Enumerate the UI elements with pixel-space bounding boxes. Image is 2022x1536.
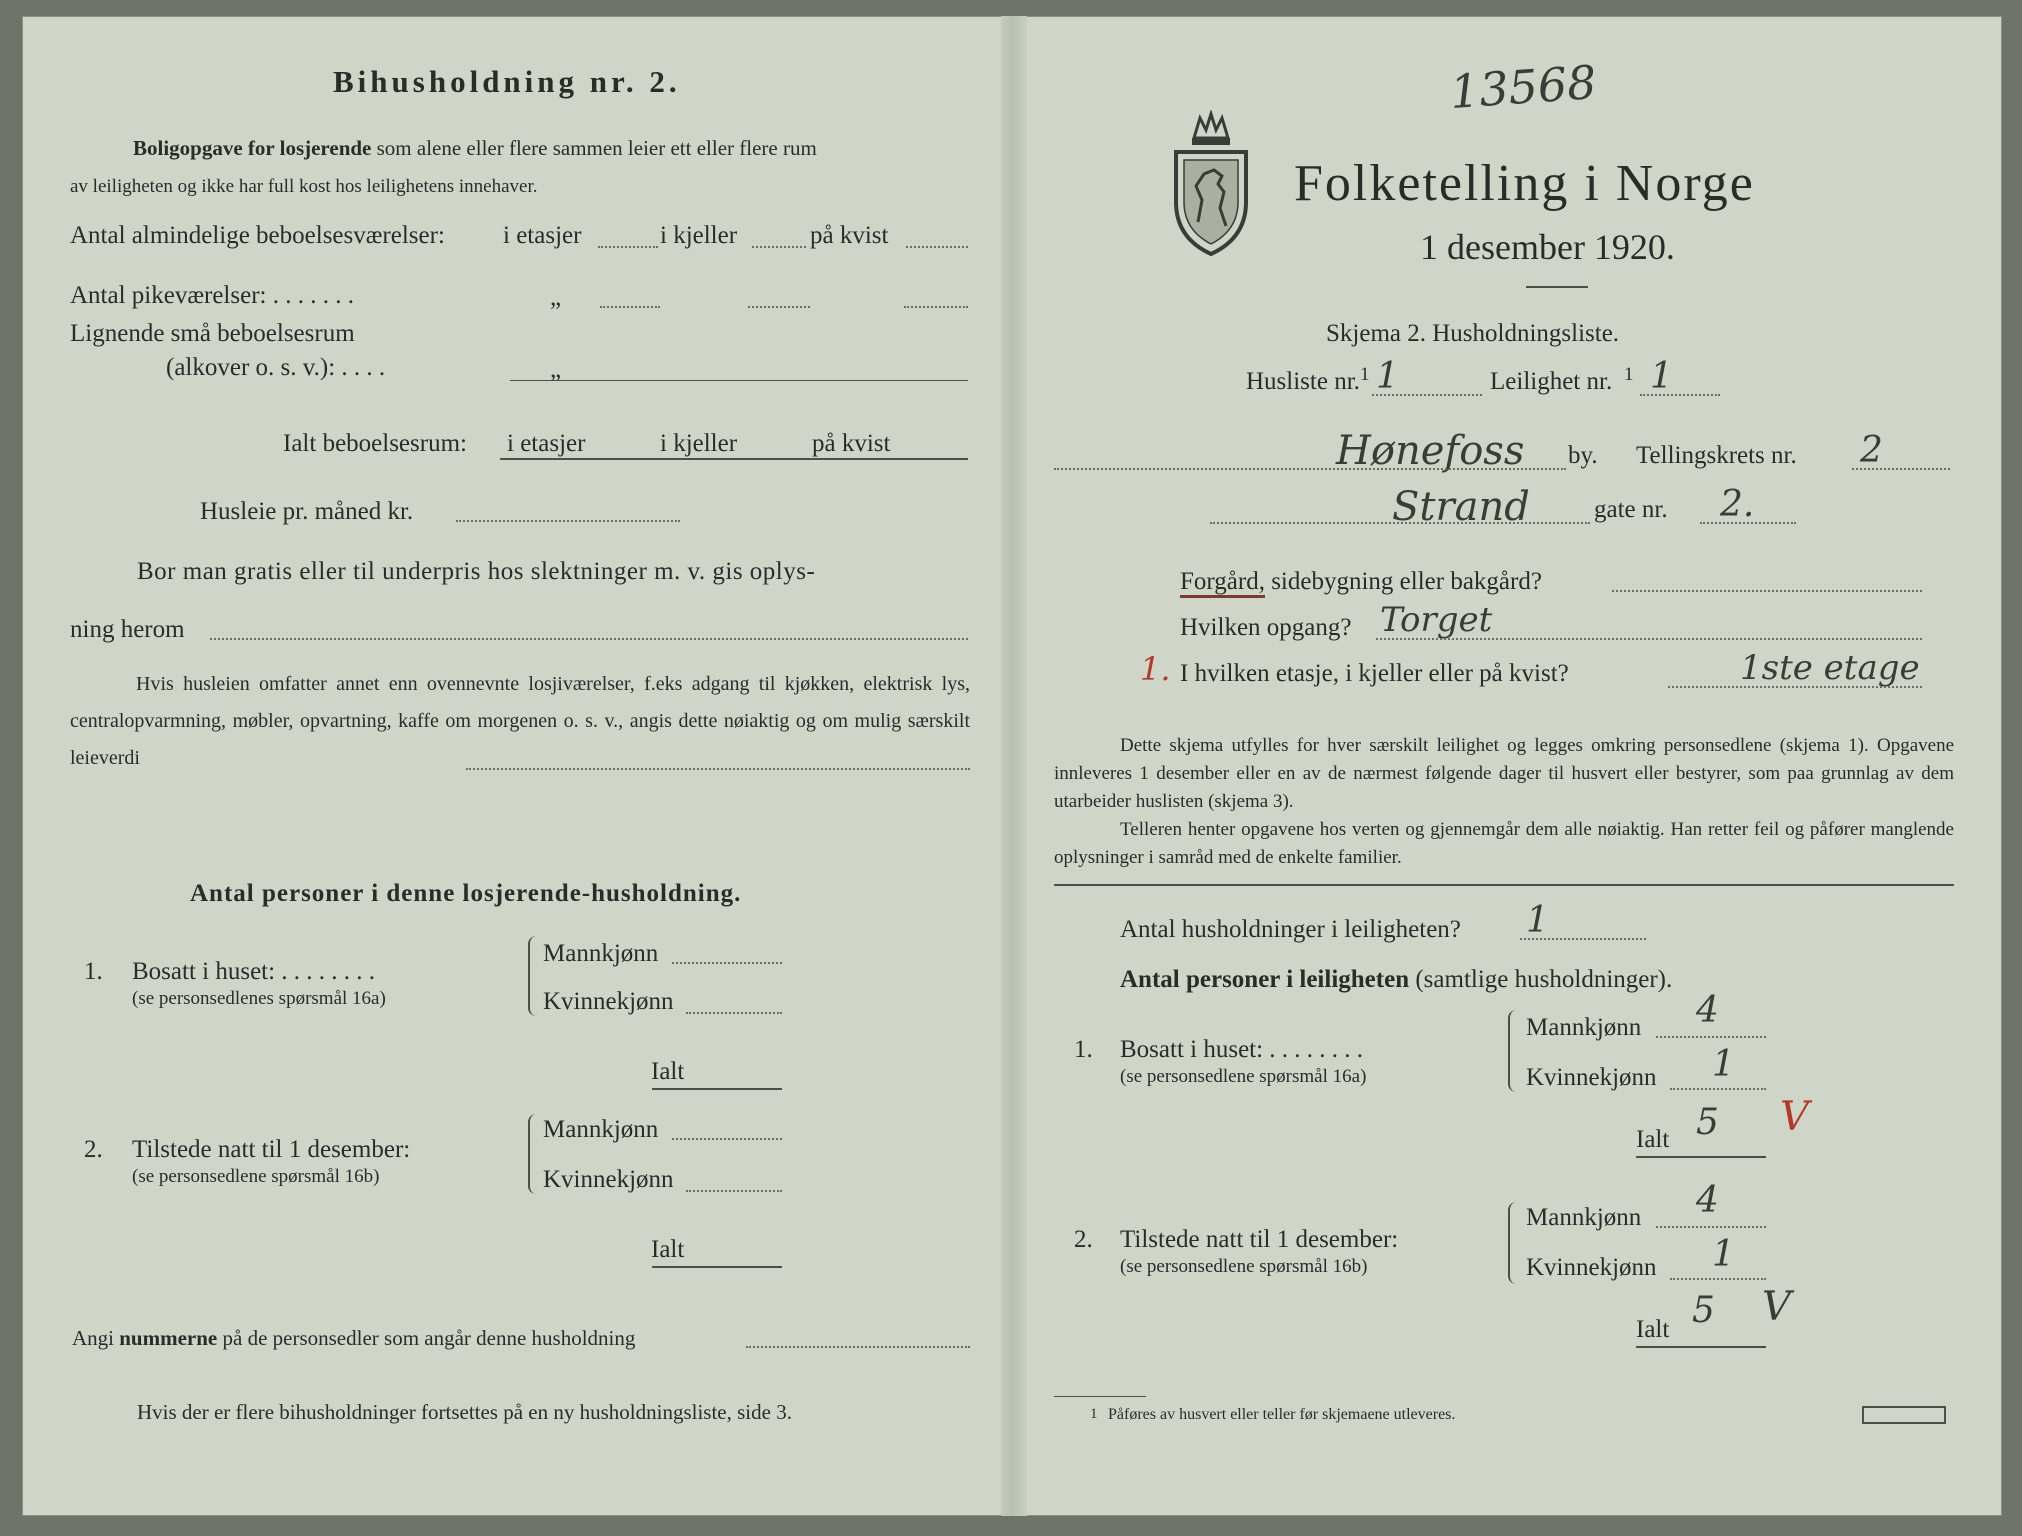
right-q1-male-field[interactable]	[1656, 1036, 1766, 1038]
households-value[interactable]: 1	[1526, 900, 1549, 941]
krets-label: Tellingskrets nr.	[1636, 442, 1797, 469]
right-q2-total-label: Ialt	[1636, 1316, 1670, 1343]
leilighet-label: Leilighet nr.	[1490, 368, 1613, 395]
rooms-floor-field[interactable]	[598, 246, 658, 248]
q1-total-label: Ialt	[651, 1058, 685, 1085]
total-cellar: i kjeller	[660, 430, 738, 457]
form-date: 1 desember 1920.	[1420, 227, 1675, 267]
husliste-field[interactable]	[1372, 394, 1482, 396]
gate-value[interactable]: 2.	[1720, 484, 1755, 525]
instructions-rule	[1054, 884, 1954, 886]
q1-number: 1.	[84, 958, 103, 985]
husliste-footnote-mark: 1	[1360, 364, 1370, 385]
gate-label: gate nr.	[1594, 496, 1668, 523]
maid-attic-field[interactable]	[904, 306, 968, 308]
rooms-floor: i etasjer	[503, 222, 582, 249]
husliste-value[interactable]: 1	[1376, 356, 1399, 397]
city-field[interactable]	[1054, 468, 1566, 470]
rooms-cellar-field[interactable]	[752, 246, 806, 248]
numbers-field[interactable]	[746, 1346, 970, 1348]
footnote-rule	[1054, 1396, 1146, 1397]
right-q2-total-value[interactable]: 5	[1692, 1290, 1715, 1331]
right-q2-brace	[1508, 1202, 1520, 1284]
numbers-rest: på de personsedler som angår denne husholdning	[222, 1326, 636, 1350]
intro-rest: som alene eller flere sammen leier ett eller flere rum	[376, 136, 817, 160]
similar-rooms-field[interactable]	[510, 380, 968, 381]
right-q1-male-value[interactable]: 4	[1696, 990, 1719, 1031]
q1-female-field[interactable]	[686, 1012, 782, 1014]
city-label: by.	[1568, 442, 1598, 469]
free-field[interactable]	[210, 638, 968, 640]
etasje-field[interactable]	[1668, 686, 1922, 688]
q1-male-field[interactable]	[672, 962, 782, 964]
right-q2-female-field[interactable]	[1670, 1278, 1766, 1280]
q2-total-label: Ialt	[651, 1236, 685, 1263]
right-q1-total-label: Ialt	[1636, 1126, 1670, 1153]
forgard-field[interactable]	[1612, 590, 1922, 592]
coat-of-arms-icon	[1170, 110, 1252, 258]
persons-rest: (samtlige husholdninger).	[1415, 966, 1673, 993]
right-q2-number: 2.	[1074, 1226, 1093, 1253]
right-q1-female-field[interactable]	[1670, 1088, 1766, 1090]
opgang-label: Hvilken opgang?	[1180, 614, 1352, 641]
households-label: Antal husholdninger i leiligheten?	[1120, 916, 1461, 943]
instructions-2: Telleren henter opgavene hos verten og gjennemgår dem alle nøiaktig. Han retter feil og påfører manglende oplysninger i samråd med de enkelte familier.	[1054, 819, 1954, 868]
etasje-label: I hvilken etasje, i kjeller eller på kvist?	[1180, 660, 1569, 687]
leilighet-footnote-mark: 1	[1624, 364, 1634, 385]
q1-total-field[interactable]	[652, 1088, 782, 1090]
right-q1-female-label: Kvinnekjønn	[1526, 1064, 1657, 1091]
street-value[interactable]: Strand	[1392, 484, 1530, 530]
total-attic: på kvist	[812, 430, 891, 457]
page-fold	[1001, 16, 1027, 1516]
opgang-value[interactable]: Torget	[1380, 600, 1493, 640]
right-q1-check: V	[1780, 1094, 1809, 1140]
left-intro-line2: av leiligheten og ikke har full kost hos leilighetens innehaver.	[70, 176, 538, 197]
q1-male-label: Mannkjønn	[543, 940, 659, 967]
q1-female-label: Kvinnekjønn	[543, 988, 674, 1015]
left-intro	[133, 136, 817, 161]
right-q1-number: 1.	[1074, 1036, 1093, 1063]
rent-label: Husleie pr. måned kr.	[200, 498, 414, 525]
q2-total-field[interactable]	[652, 1266, 782, 1268]
persons-line	[1120, 966, 1672, 994]
q2-label: Tilstede natt til 1 desember:	[132, 1136, 411, 1163]
footnote-text: Påføres av husvert eller teller før skjemaene utleveres.	[1108, 1406, 1456, 1423]
similar-rooms-sub: (alkover o. s. v.): . . . .	[166, 354, 386, 381]
q1-sub: (se personsedlenes spørsmål 16a)	[132, 988, 386, 1009]
leilighet-field[interactable]	[1640, 394, 1720, 396]
forgard-rest: sidebygning eller bakgård?	[1271, 568, 1542, 595]
right-q2-check: V	[1762, 1284, 1791, 1330]
right-q2-total-field[interactable]	[1636, 1346, 1766, 1348]
form-title: Folketelling i Norge	[1294, 155, 1755, 212]
forgard-underlined: Forgård,	[1180, 568, 1265, 598]
etasje-mark: 1.	[1140, 650, 1171, 688]
q2-female-label: Kvinnekjønn	[543, 1166, 674, 1193]
rooms-cellar: i kjeller	[660, 222, 738, 249]
right-q2-label: Tilstede natt til 1 desember:	[1120, 1226, 1399, 1253]
instructions-1: Dette skjema utfylles for hver særskilt leilighet og legges omkring personsedlene (skjema 1). Opgavene innleveres 1 desember eller en av de nærmest følgende dager til husvert eller bestyrer, som paa grunnlag av dem utarbeider huslisten (skjema 3).	[1054, 735, 1954, 812]
rent-field[interactable]	[456, 520, 680, 522]
q2-brace	[528, 1114, 540, 1194]
numbers-pre: Angi	[72, 1326, 114, 1350]
forgard-line	[1180, 568, 1542, 596]
rooms-label: Antal almindelige beboelsesværelser:	[70, 222, 445, 249]
right-q2-female-value[interactable]: 1	[1712, 1234, 1735, 1275]
krets-value[interactable]: 2	[1860, 430, 1883, 471]
similar-rooms-label: Lignende små beboelsesrum	[70, 320, 355, 347]
printer-stamp-icon	[1862, 1406, 1946, 1424]
street-field[interactable]	[1210, 522, 1590, 524]
q1-brace	[528, 936, 540, 1016]
right-q1-label: Bosatt i huset: . . . . . . . .	[1120, 1036, 1364, 1063]
krets-field[interactable]	[1852, 468, 1950, 470]
maid-floor-field[interactable]	[600, 306, 660, 308]
extra-text: Hvis husleien omfatter annet enn ovennevnte losjiværelser, f.eks adgang til kjøkken, elektrisk lys, centralopvarmning, møbler, opvartning, kaffe om morgenen o. s. v., angis dette nøiaktig og om mulig særskilt leieverdi	[70, 673, 970, 769]
right-q2-female-label: Kvinnekjønn	[1526, 1254, 1657, 1281]
right-q2-male-field[interactable]	[1656, 1226, 1766, 1228]
total-rooms-label: Ialt beboelsesrum:	[283, 430, 467, 457]
husliste-label: Husliste nr.	[1246, 368, 1360, 395]
numbers-bold: nummerne	[119, 1326, 218, 1350]
free-line1: Bor man gratis eller til underpris hos slektninger m. v. gis oplys-	[137, 558, 816, 585]
right-q1-total-value[interactable]: 5	[1696, 1102, 1719, 1143]
leilighet-value[interactable]: 1	[1650, 356, 1673, 397]
numbers-line	[72, 1326, 635, 1351]
households-field[interactable]	[1520, 938, 1646, 940]
right-q2-sub: (se personsedlene spørsmål 16b)	[1120, 1256, 1368, 1277]
q2-male-label: Mannkjønn	[543, 1116, 659, 1143]
etasje-value[interactable]: 1ste etage	[1740, 648, 1920, 688]
q2-number: 2.	[84, 1136, 103, 1163]
similar-ditto: „	[550, 356, 562, 383]
archive-number: 13568	[1448, 54, 1599, 120]
schema-label: Skjema 2. Husholdningsliste.	[1326, 320, 1620, 347]
rooms-attic: på kvist	[810, 222, 889, 249]
right-q2-male-value[interactable]: 4	[1696, 1180, 1719, 1221]
persons-heading: Antal personer i denne losjerende-husholdning.	[190, 880, 742, 907]
q2-male-field[interactable]	[672, 1138, 782, 1140]
opgang-field[interactable]	[1376, 638, 1922, 640]
left-footer: Hvis der er flere bihusholdninger fortsettes på en ny husholdningsliste, side 3.	[137, 1400, 792, 1424]
maid-cellar-field[interactable]	[748, 306, 810, 308]
right-q1-total-field[interactable]	[1636, 1156, 1766, 1158]
extra-field[interactable]	[466, 768, 970, 770]
title-rule	[1526, 286, 1588, 288]
footnote-mark: 1	[1090, 1406, 1098, 1422]
right-q1-female-value[interactable]: 1	[1712, 1044, 1735, 1085]
left-title: Bihusholdning nr. 2.	[333, 64, 681, 99]
total-floor: i etasjer	[507, 430, 586, 457]
persons-bold: Antal personer i leiligheten	[1120, 966, 1410, 993]
right-q1-sub: (se personsedlene spørsmål 16a)	[1120, 1066, 1367, 1087]
right-q1-male-label: Mannkjønn	[1526, 1014, 1642, 1041]
city-value[interactable]: Hønefoss	[1336, 428, 1525, 474]
free-line2: ning herom	[70, 616, 185, 643]
q2-female-field[interactable]	[686, 1190, 782, 1192]
rooms-attic-field[interactable]	[906, 246, 968, 248]
intro-bold: Boligopgave for losjerende	[133, 136, 372, 160]
gate-field[interactable]	[1700, 522, 1796, 524]
total-rooms-field[interactable]	[500, 458, 968, 460]
right-q2-male-label: Mannkjønn	[1526, 1204, 1642, 1231]
maid-rooms-label: Antal pikeværelser: . . . . . . .	[70, 282, 354, 309]
right-q1-brace	[1508, 1010, 1520, 1092]
q1-label: Bosatt i huset: . . . . . . . .	[132, 958, 376, 985]
maid-ditto: „	[550, 284, 562, 311]
q2-sub: (se personsedlene spørsmål 16b)	[132, 1166, 380, 1187]
